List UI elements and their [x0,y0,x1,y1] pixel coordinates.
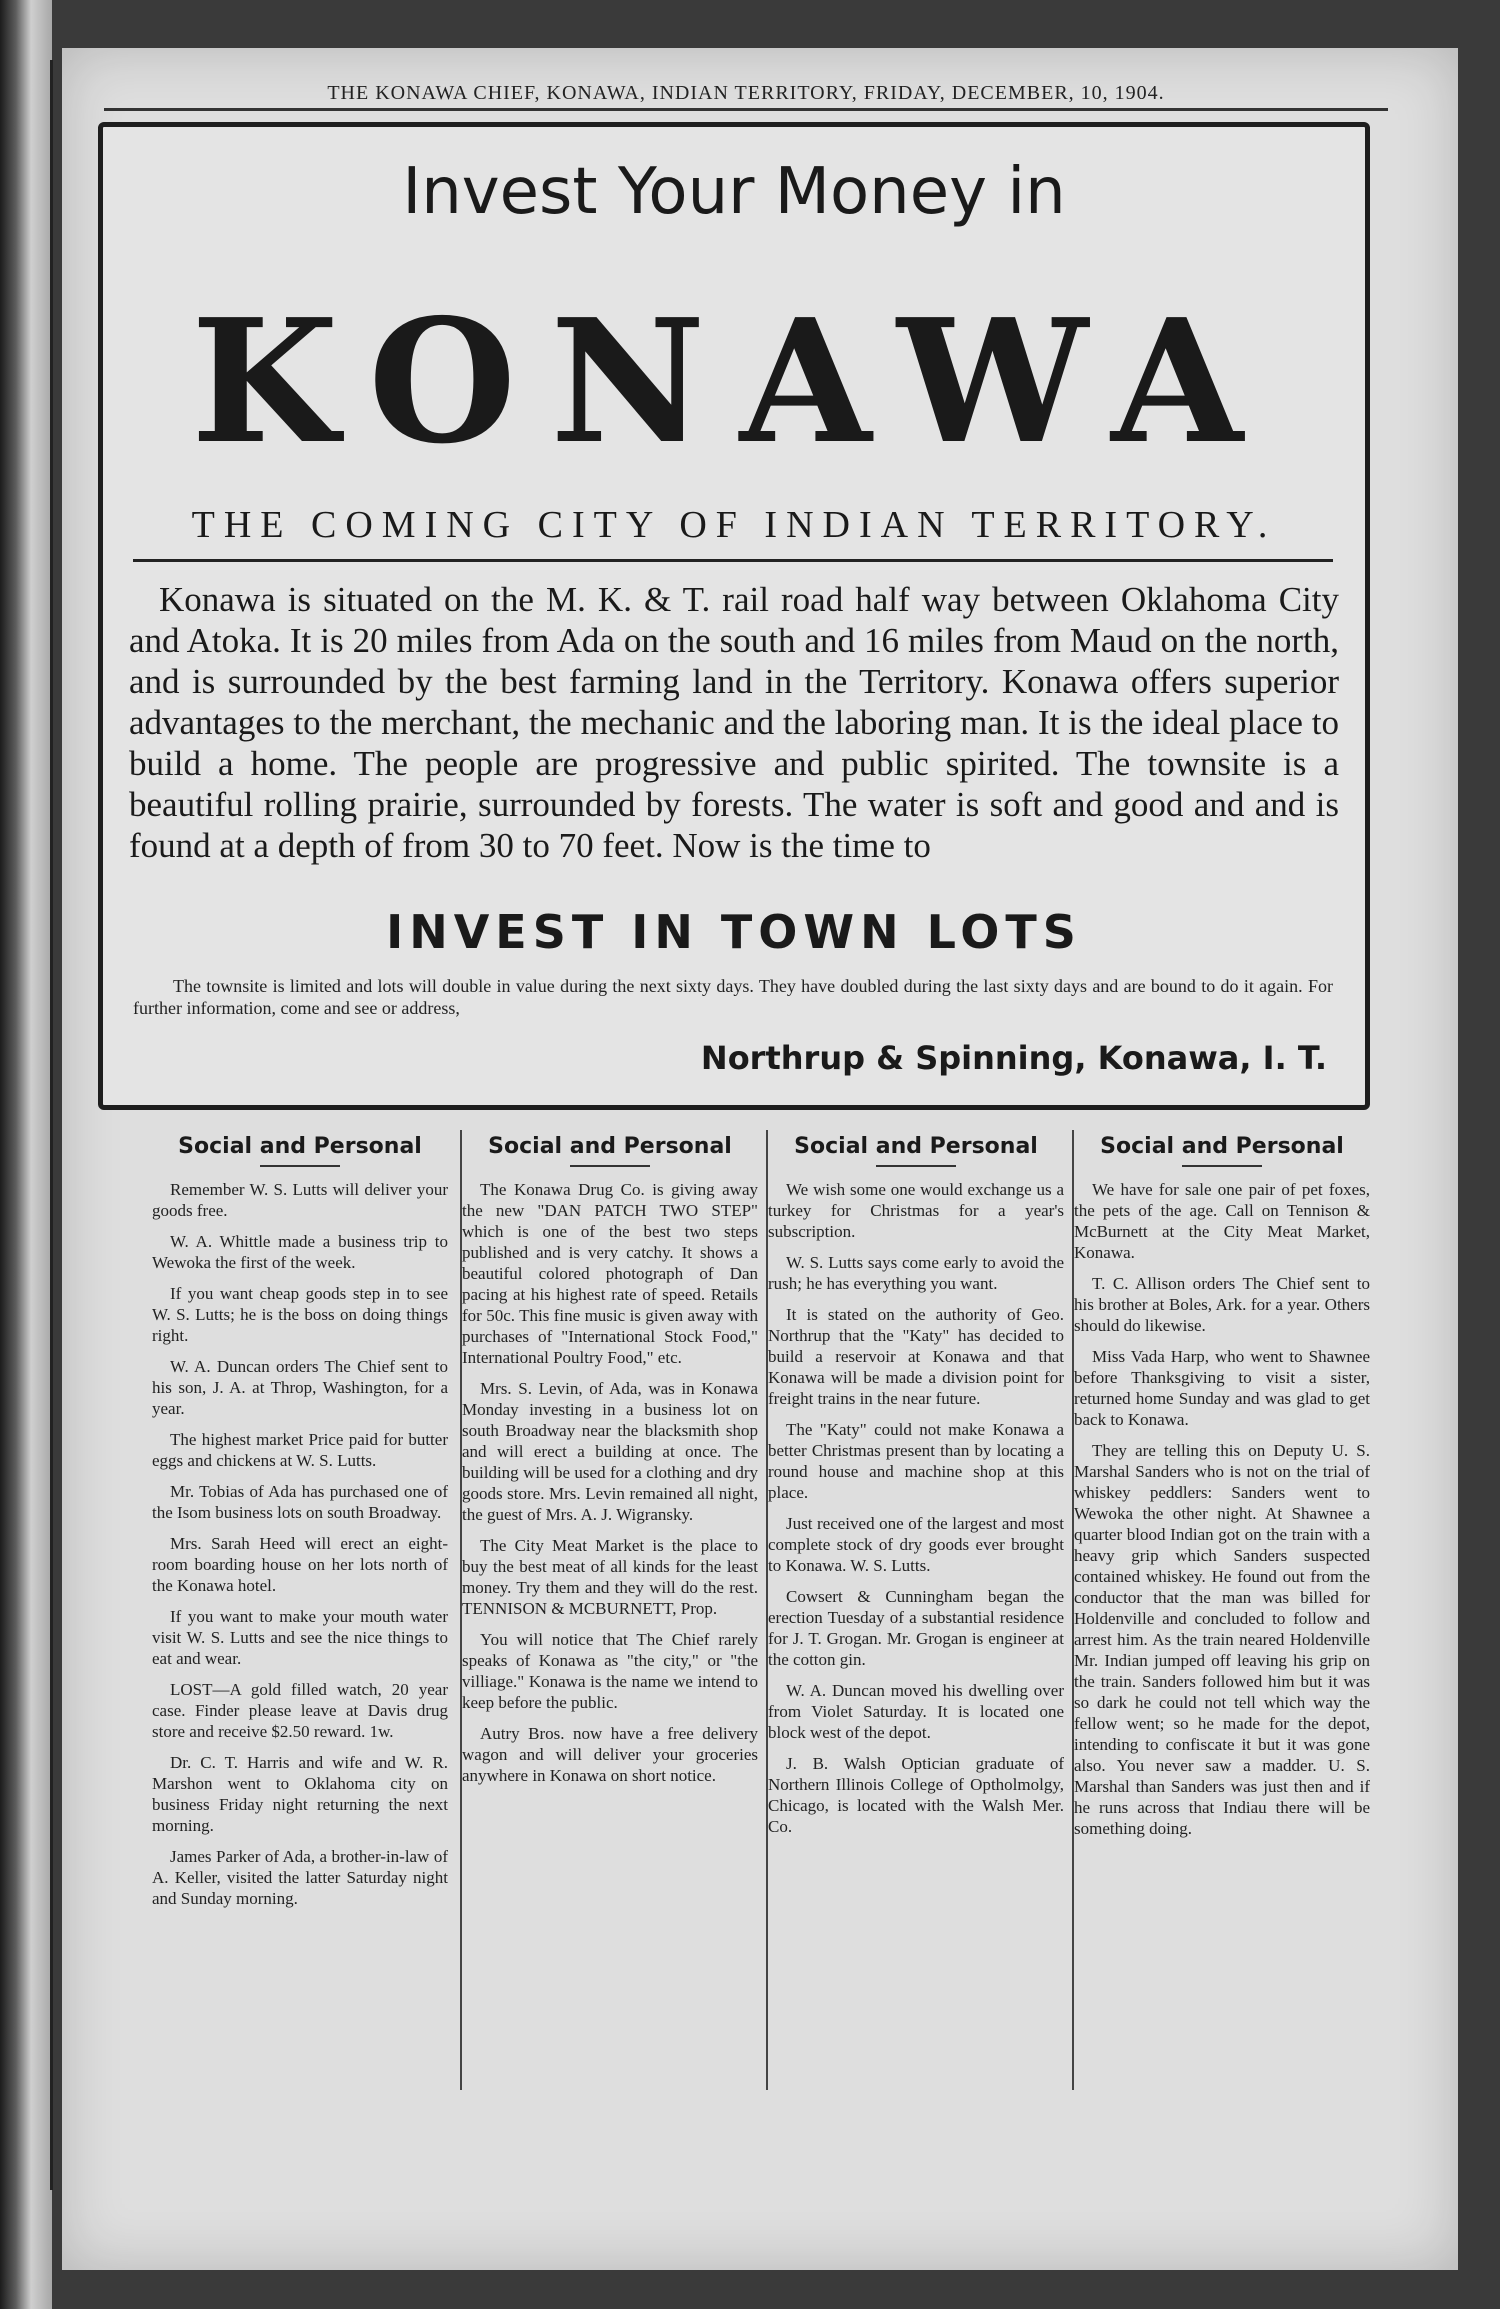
news-column [152,1134,448,2094]
news-item: Mrs. S. Levin, of Ada, was in Konawa Monday investing in a business lot on south Broadway near the blacksmith shop and will erect a building at once. The building will be used for a clothing and dry goods store. Mrs. Levin remained all night, the guest of Mrs. A. J. Wigransky. [462,1379,758,1524]
column-heading-rule [260,1165,340,1167]
news-item: We have for sale one pair of pet foxes, the pets of the age. Call on Tennison & McBurnett at the City Meat Market, Konawa. [1074,1180,1370,1262]
column-heading: Social and Personal [794,1134,1038,1159]
gutter-line [50,60,53,2190]
ad-title: KONAWA [190,282,1278,482]
news-item: The "Katy" could not make Konawa a better Christmas present than by locating a round house and machine shop at this place. [768,1420,1064,1502]
news-item: Autry Bros. now have a free delivery wagon and will deliver your groceries anywhere in Konawa on short notice. [462,1724,758,1785]
column-heading: Social and Personal [178,1134,422,1159]
news-column [768,1134,1064,2094]
column-heading: Social and Personal [1100,1134,1344,1159]
news-item: Miss Vada Harp, who went to Shawnee before Thanksgiving to visit a sister, returned home Sunday and was glad to get back to Konawa. [1074,1347,1370,1429]
news-item: W. S. Lutts says come early to avoid the rush; he has everything you want. [768,1253,1064,1293]
news-item: James Parker of Ada, a brother-in-law of A. Keller, visited the latter Saturday night and Sunday morning. [152,1847,448,1908]
news-column [1074,1134,1370,2094]
column-heading-rule [876,1165,956,1167]
ad-headline: Invest Your Money in [402,155,1066,229]
ad-tagline: THE COMING CITY OF INDIAN TERRITORY. [191,504,1277,546]
news-item: We wish some one would exchange us a turkey for Christmas for a year's subscription. [768,1180,1064,1241]
news-item: Mrs. Sarah Heed will erect an eight-room boarding house on her lots north of the Konawa hotel. [152,1534,448,1595]
ad-fine-print: The townsite is limited and lots will double in value during the next sixty days. They have doubled during the last sixty days and are bound to do it again. For further information, come and see or address, [133,976,1333,1018]
news-item: It is stated on the authority of Geo. Northrup that the "Katy" has decided to build a reservoir at Konawa and that Konawa will be made a division point for freight trains in the near future. [768,1305,1064,1408]
news-item: Mr. Tobias of Ada has purchased one of the Isom business lots on south Broadway. [152,1482,448,1522]
advertisement-box [98,122,1370,1110]
news-item: The Konawa Drug Co. is giving away the new "DAN PATCH TWO STEP" which is one of the best two steps published and is very catchy. It shows a beautiful colored photograph of Dan pacing at his highest rate of speed. Retails for 50c. This fine music is given away with purchases of "International Stock Food," International Poultry Food," etc. [462,1180,758,1367]
news-columns [152,1134,1382,2094]
page-header: THE KONAWA CHIEF, KONAWA, INDIAN TERRITORY, FRIDAY, DECEMBER, 10, 1904. [327,82,1165,104]
ad-signature: Northrup & Spinning, Konawa, I. T. [700,1039,1327,1077]
news-item: W. A. Whittle made a business trip to Wewoka the first of the week. [152,1232,448,1272]
column-heading-rule [1182,1165,1262,1167]
news-item: If you want cheap goods step in to see W. S. Lutts; he is the boss on doing things right. [152,1284,448,1345]
news-item: If you want to make your mouth water visit W. S. Lutts and see the nice things to eat and wear. [152,1607,448,1668]
book-spine [0,0,52,2309]
news-item: They are telling this on Deputy U. S. Marshal Sanders who is not on the trial of whiskey peddlers: Sanders went to Wewoka the other night. At Shawnee a quarter blood Indian got on the train with a heavy grip which Sanders suspected contained whiskey. He found out from the conductor that the man was billed for Holdenville and concluded to follow and arrest him. As the train neared Holdenville Mr. Indian jumped off leaving his grip on the train. Sanders followed him but it was so dark he could not tell which way the fellow went; so he made for the depot, intending to confiscate it but it was gone also. You never saw a madder. U. S. Marshal than Sanders was just then and if he runs across that Indiau there will be something doing. [1074,1441,1370,1838]
news-item: W. A. Duncan moved his dwelling over from Violet Saturday. It is located one block west of the depot. [768,1681,1064,1742]
news-item: J. B. Walsh Optician graduate of Northern Illinois College of Optholmolgy, Chicago, is located with the Walsh Mer. Co. [768,1754,1064,1836]
ad-divider [133,559,1333,562]
news-column [462,1134,758,2094]
news-item: The highest market Price paid for butter eggs and chickens at W. S. Lutts. [152,1430,448,1470]
news-item: LOST—A gold filled watch, 20 year case. Finder please leave at Davis drug store and receive $2.50 reward. 1w. [152,1680,448,1741]
news-item: Just received one of the largest and most complete stock of dry goods ever brought to Konawa. W. S. Lutts. [768,1514,1064,1575]
header-rule [104,108,1388,111]
news-item: W. A. Duncan orders The Chief sent to his son, J. A. at Throp, Washington, for a year. [152,1357,448,1418]
news-item: Dr. C. T. Harris and wife and W. R. Marshon went to Oklahoma city on business Friday night returning the next morning. [152,1753,448,1835]
column-heading: Social and Personal [488,1134,732,1159]
column-heading-rule [570,1165,650,1167]
news-item: T. C. Allison orders The Chief sent to his brother at Boles, Ark. for a year. Others should do likewise. [1074,1274,1370,1335]
news-item: The City Meat Market is the place to buy the best meat of all kinds for the least money. Try them and they will do the rest. TENNISON & MCBURNETT, Prop. [462,1536,758,1618]
news-item: Cowsert & Cunningham began the erection Tuesday of a substantial residence for J. T. Grogan. Mr. Grogan is engineer at the cotton gin. [768,1587,1064,1669]
news-item: Remember W. S. Lutts will deliver your goods free. [152,1180,448,1220]
news-item: You will notice that The Chief rarely speaks of Konawa as "the city," or "the villiage." Konawa is the name we intend to keep before the public. [462,1630,758,1712]
ad-body: Konawa is situated on the M. K. & T. rail road half way between Oklahoma City and Atoka. It is 20 miles from Ada on the south and 16 miles from Maud on the north, and is surrounded by the best farming land in the Territory. Konawa offers superior advantages to the merchant, the mechanic and the laboring man. It is the ideal place to build a home. The people are progressive and public spirited. The townsite is a beautiful rolling prairie, surrounded by forests. The water is soft and good and and is found at a depth of from 30 to 70 feet. Now is the time to [129,580,1339,865]
ad-invest-heading: INVEST IN TOWN LOTS [386,905,1082,959]
